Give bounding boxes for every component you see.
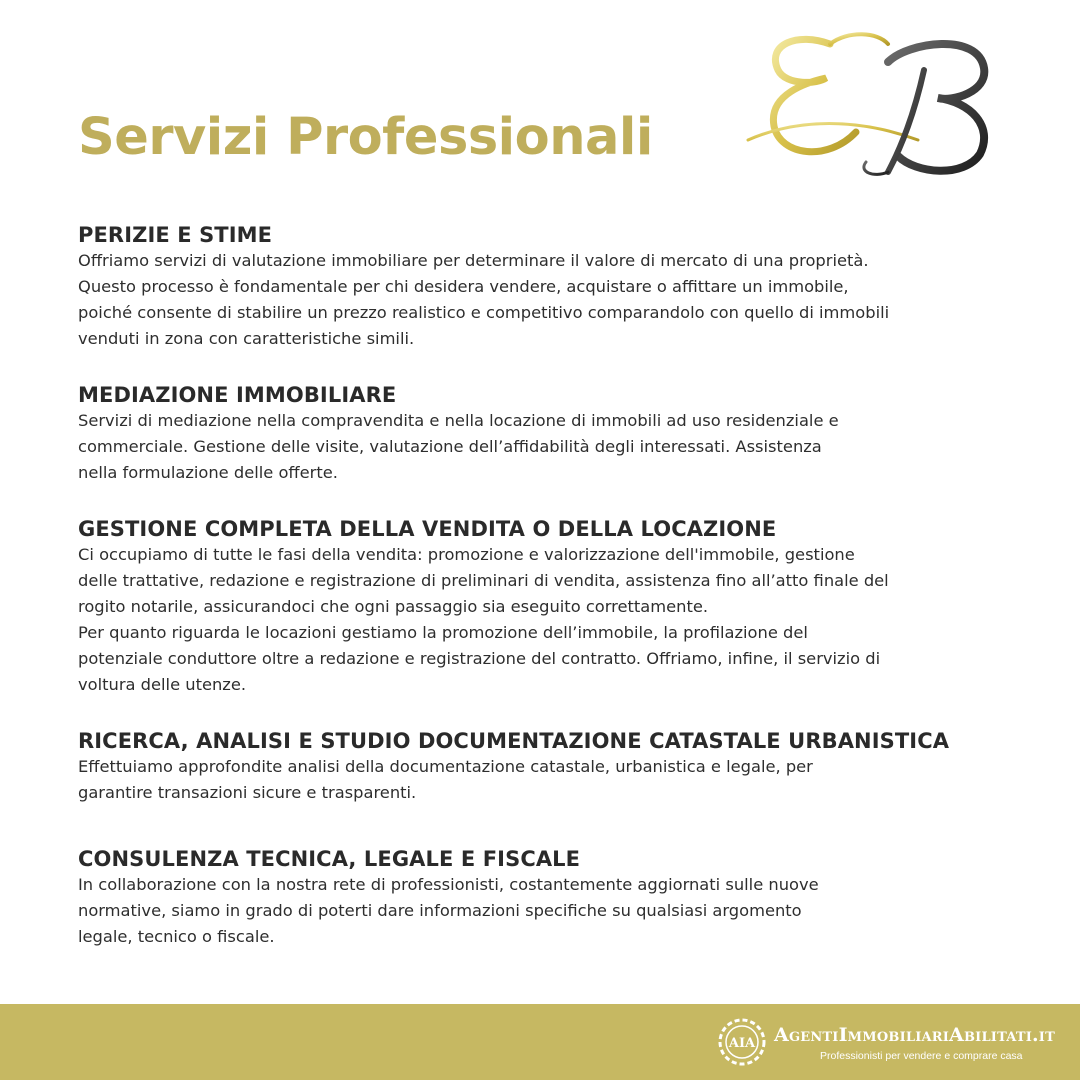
section-line: voltura delle utenze. [78, 675, 247, 694]
agenti-immobiliari-abilitati-logo [714, 1014, 770, 1070]
page-title: Servizi Professionali [78, 108, 653, 167]
section-line: Effettuiamo approfondite analisi della documentazione catastale, urbanistica e legale, per [78, 757, 813, 776]
section-heading: CONSULENZA TECNICA, LEGALE E FISCALE [78, 847, 581, 871]
section-line: poiché consente di stabilire un prezzo realistico e competitivo comparandolo con quello di immobili [78, 303, 890, 322]
services-list [78, 222, 1038, 950]
service-section-mediazione [78, 382, 1038, 486]
section-line: Servizi di mediazione nella compravendita e nella locazione di immobili ad uso residenziale e [78, 411, 839, 430]
section-line: delle trattative, redazione e registrazione di preliminari di vendita, assistenza fino all’atto finale del [78, 571, 889, 590]
section-line: nella formulazione delle offerte. [78, 463, 338, 482]
service-section-gestione [78, 516, 1038, 698]
service-section-perizie [78, 222, 1038, 352]
section-line: Questo processo è fondamentale per chi desidera vendere, acquistare o affittare un immobile, [78, 277, 849, 296]
section-heading: GESTIONE COMPLETA DELLA VENDITA O DELLA LOCAZIONE [78, 517, 777, 541]
section-line: In collaborazione con la nostra rete di professionisti, costantemente aggiornati sulle nuove [78, 875, 819, 894]
section-heading: RICERCA, ANALISI E STUDIO DOCUMENTAZIONE CATASTALE URBANISTICA [78, 729, 950, 753]
section-line: potenziale conduttore oltre a redazione e registrazione del contratto. Offriamo, infine, il servizio di [78, 649, 881, 668]
section-line: rogito notarile, assicurandoci che ogni passaggio sia eseguito correttamente. [78, 597, 709, 616]
section-line: Per quanto riguarda le locazioni gestiamo la promozione dell’immobile, la profilazione del [78, 623, 808, 642]
section-line: legale, tecnico o fiscale. [78, 927, 275, 946]
service-section-ricerca [78, 728, 1038, 806]
eb-monogram-logo [738, 22, 1000, 182]
section-line: commerciale. Gestione delle visite, valutazione dell’affidabilità degli interessati. Assistenza [78, 437, 822, 456]
brand-tagline: Professionisti per vendere e comprare casa [820, 1050, 1023, 1062]
section-line: normative, siamo in grado di poterti dare informazioni specifiche su qualsiasi argomento [78, 901, 802, 920]
brand-name: AgentiImmobiliariAbilitati.it [774, 1024, 1055, 1046]
service-section-consulenza [78, 846, 1038, 950]
svg-text:AIA: AIA [728, 1036, 756, 1051]
section-heading: MEDIAZIONE IMMOBILIARE [78, 383, 397, 407]
section-line: garantire transazioni sicure e trasparenti. [78, 783, 417, 802]
section-line: Offriamo servizi di valutazione immobiliare per determinare il valore di mercato di una proprietà. [78, 251, 869, 270]
section-line: venduti in zona con caratteristiche simili. [78, 329, 415, 348]
section-line: Ci occupiamo di tutte le fasi della vendita: promozione e valorizzazione dell'immobile, gestione [78, 545, 855, 564]
section-heading: PERIZIE E STIME [78, 223, 273, 247]
